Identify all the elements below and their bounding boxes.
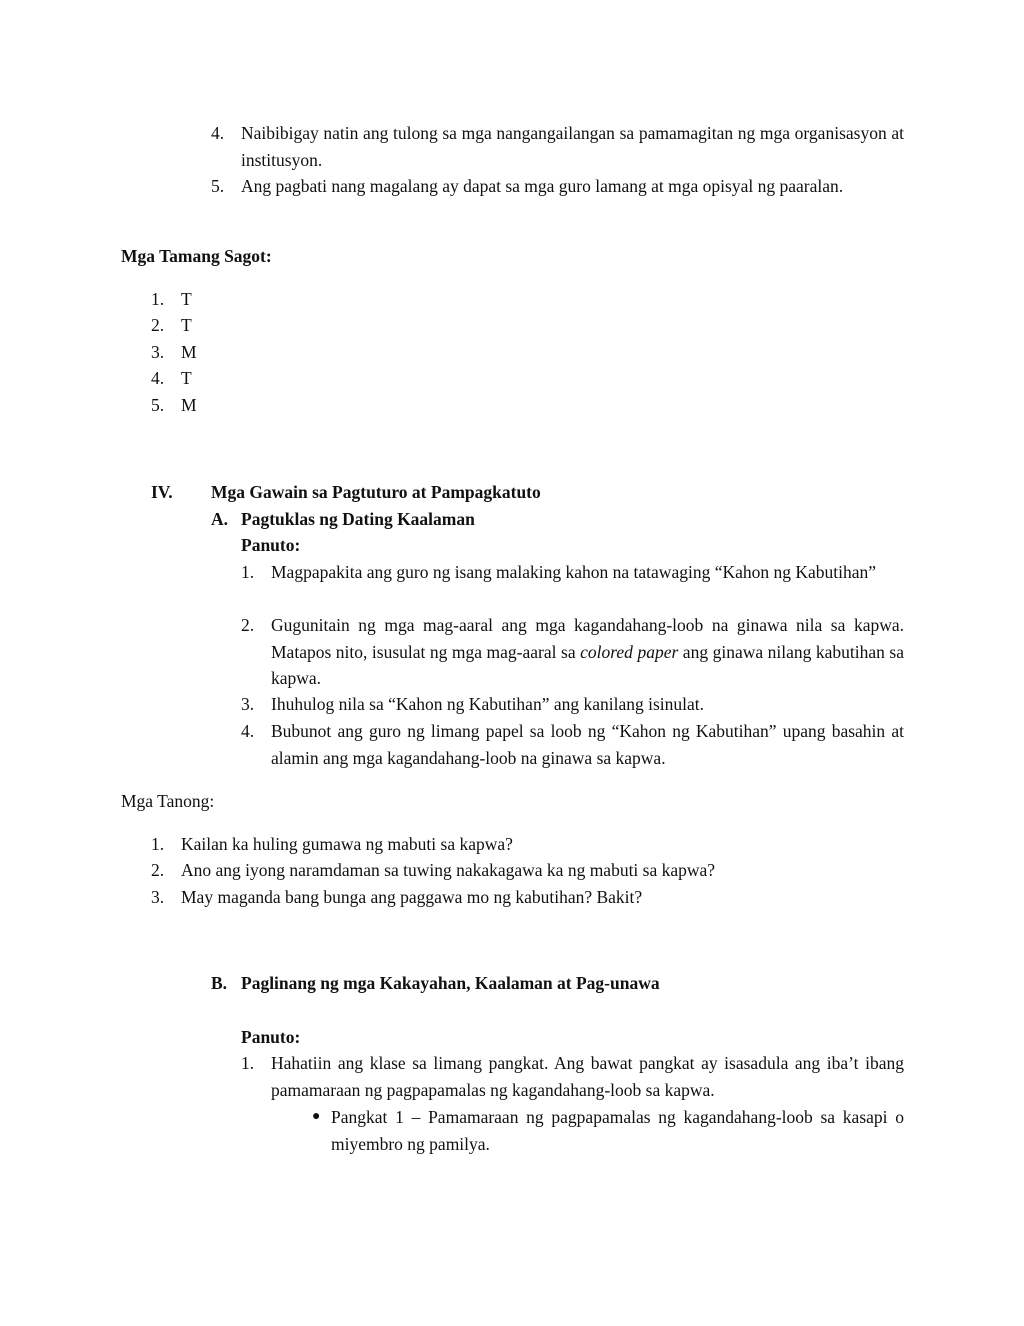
answer-number: 2. bbox=[151, 315, 165, 335]
list-item-number: 4. bbox=[211, 123, 225, 143]
section-title: Mga Gawain sa Pagtuturo at Pampagkatuto bbox=[211, 482, 541, 502]
answer-number: 5. bbox=[151, 395, 165, 415]
question-text: May maganda bang bunga ang paggawa mo ng kabutihan? Bakit? bbox=[181, 887, 643, 907]
question-number: 1. bbox=[151, 834, 165, 854]
instruction-number: 3. bbox=[241, 694, 255, 714]
instruction-number: 4. bbox=[241, 721, 255, 741]
answer-value: M bbox=[181, 395, 197, 415]
bullet-text: Pangkat 1 – Pamamaraan ng pagpapamalas ng kagandahang-loob sa kasapi o miyembro ng pamilya. bbox=[331, 1107, 904, 1154]
italic-term: colored paper bbox=[580, 641, 679, 662]
subsection-title: Pagtuklas ng Dating Kaalaman bbox=[241, 509, 475, 529]
answer-value: M bbox=[181, 342, 197, 362]
answer-number: 4. bbox=[151, 368, 165, 388]
questions-heading: Mga Tanong: bbox=[121, 791, 215, 811]
answers-heading: Mga Tamang Sagot: bbox=[121, 246, 272, 266]
subsection-letter: B. bbox=[211, 973, 228, 993]
list-item-number: 5. bbox=[211, 176, 225, 196]
question-text: Kailan ka huling gumawa ng mabuti sa kapwa? bbox=[181, 834, 513, 854]
panuto-label: Panuto: bbox=[241, 535, 301, 555]
instruction-text: Ihuhulog nila sa “Kahon ng Kabutihan” ang kanilang isinulat. bbox=[271, 694, 705, 714]
section-numeral: IV. bbox=[151, 482, 173, 502]
answer-value: T bbox=[181, 289, 192, 309]
question-number: 2. bbox=[151, 860, 165, 880]
answer-value: T bbox=[181, 368, 192, 388]
instruction-text: Bubunot ang guro ng limang papel sa loob ng “Kahon ng Kabutihan” upang basahin at alamin ang mga kagandahang-loob na ginawa sa kapwa. bbox=[271, 721, 904, 768]
question-number: 3. bbox=[151, 887, 165, 907]
instruction-number: 2. bbox=[241, 615, 255, 635]
instruction-number: 1. bbox=[241, 1053, 255, 1073]
bullet-icon: ● bbox=[312, 1109, 321, 1124]
list-item-text: Ang pagbati nang magalang ay dapat sa mga guro lamang at mga opisyal ng paaralan. bbox=[241, 176, 844, 196]
answer-value: T bbox=[181, 315, 192, 335]
instruction-text: Hahatiin ang klase sa limang pangkat. Ang bawat pangkat ay isasadula ang iba’t ibang pamamaraan ng pagpapamalas ng kagandahang-loob sa kapwa. bbox=[271, 1053, 904, 1100]
subsection-title: Paglinang ng mga Kakayahan, Kaalaman at Pag-unawa bbox=[241, 973, 660, 993]
instruction-number: 1. bbox=[241, 562, 255, 582]
question-text: Ano ang iyong naramdaman sa tuwing nakakagawa ka ng mabuti sa kapwa? bbox=[181, 860, 716, 880]
instruction-text: Gugunitain ng mga mag-aaral ang mga kagandahang-loob na ginawa nila sa kapwa. Matapos nito, isusulat ng mga mag-aaral sa colored paper ang ginawa nilang kabutihan sa kapwa. bbox=[271, 615, 904, 688]
subsection-letter: A. bbox=[211, 509, 229, 529]
list-item-text: Naibibigay natin ang tulong sa mga nangangailangan sa pamamagitan ng mga organisasyon at institusyon. bbox=[241, 123, 904, 170]
answer-number: 1. bbox=[151, 289, 165, 309]
instruction-text: Magpapakita ang guro ng isang malaking kahon na tatawaging “Kahon ng Kabutihan” bbox=[271, 562, 877, 582]
panuto-label: Panuto: bbox=[241, 1027, 301, 1047]
answer-number: 3. bbox=[151, 342, 165, 362]
